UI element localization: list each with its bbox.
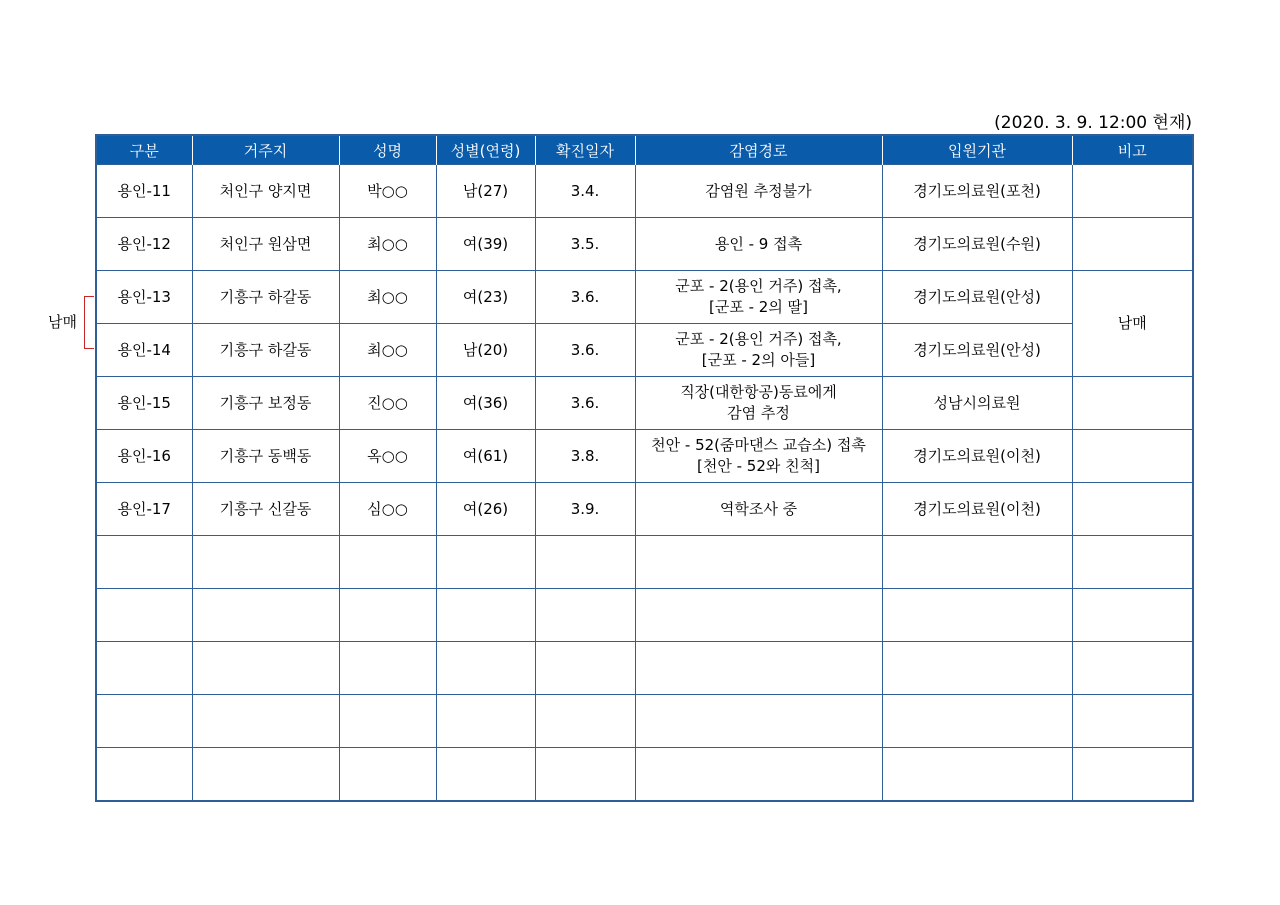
empty-cell xyxy=(1072,695,1193,748)
empty-cell xyxy=(436,642,535,695)
cell-infection-route xyxy=(635,165,882,218)
empty-cell xyxy=(635,589,882,642)
sibling-bracket xyxy=(84,296,94,349)
route-line: 직장(대한항공)동료에게 xyxy=(680,383,837,401)
cell-residence: 기흥구 보정동 xyxy=(192,377,339,430)
route-line: [군포 - 2의 딸] xyxy=(709,298,808,316)
patient-table xyxy=(95,134,1194,802)
table-row xyxy=(96,430,1193,483)
empty-cell xyxy=(436,695,535,748)
cell-name: 진○○ xyxy=(339,377,436,430)
cell-category: 용인-14 xyxy=(96,324,192,377)
cell-category: 용인-11 xyxy=(96,165,192,218)
header-note: 비고 xyxy=(1072,135,1193,165)
route-line: 감염 추정 xyxy=(727,404,790,422)
route-line: [군포 - 2의 아들] xyxy=(701,351,816,369)
cell-confirm-date: 3.6. xyxy=(535,271,635,324)
empty-cell xyxy=(96,642,192,695)
header-residence: 거주지 xyxy=(192,135,339,165)
cell-residence: 처인구 원삼면 xyxy=(192,218,339,271)
empty-cell xyxy=(1072,748,1193,802)
empty-cell xyxy=(635,642,882,695)
header-gender-age: 성별(연령) xyxy=(436,135,535,165)
empty-cell xyxy=(1072,642,1193,695)
cell-category: 용인-16 xyxy=(96,430,192,483)
cell-note xyxy=(1072,430,1193,483)
cell-infection-route xyxy=(635,271,882,324)
table-row xyxy=(96,324,1193,377)
cell-residence: 기흥구 하갈동 xyxy=(192,271,339,324)
empty-cell xyxy=(882,748,1072,802)
empty-row xyxy=(96,642,1193,695)
cell-confirm-date: 3.6. xyxy=(535,377,635,430)
cell-hospital: 경기도의료원(수원) xyxy=(882,218,1072,271)
route-line: [천안 - 52와 친척] xyxy=(697,457,820,475)
empty-cell xyxy=(635,536,882,589)
report-timestamp: (2020. 3. 9. 12:00 현재) xyxy=(994,113,1192,133)
cell-name: 박○○ xyxy=(339,165,436,218)
cell-residence: 처인구 양지면 xyxy=(192,165,339,218)
empty-cell xyxy=(192,695,339,748)
empty-row xyxy=(96,589,1193,642)
route-line: 천안 - 52(줌마댄스 교습소) 접촉 xyxy=(651,436,866,454)
route-line: 용인 - 9 접촉 xyxy=(714,234,803,253)
cell-hospital: 경기도의료원(이천) xyxy=(882,430,1072,483)
cell-name: 옥○○ xyxy=(339,430,436,483)
empty-cell xyxy=(535,642,635,695)
empty-cell xyxy=(339,695,436,748)
cell-confirm-date: 3.6. xyxy=(535,324,635,377)
header-confirm-date: 확진일자 xyxy=(535,135,635,165)
empty-cell xyxy=(535,589,635,642)
cell-note xyxy=(1072,483,1193,536)
route-line: 군포 - 2(용인 거주) 접촉, xyxy=(675,330,842,348)
empty-cell xyxy=(535,536,635,589)
table-row xyxy=(96,377,1193,430)
cell-name: 최○○ xyxy=(339,324,436,377)
header-infection-route: 감염경로 xyxy=(635,135,882,165)
empty-cell xyxy=(882,536,1072,589)
cell-note xyxy=(1072,218,1193,271)
cell-category: 용인-13 xyxy=(96,271,192,324)
cell-name: 심○○ xyxy=(339,483,436,536)
empty-cell xyxy=(96,536,192,589)
header-category: 구분 xyxy=(96,135,192,165)
table-row xyxy=(96,165,1193,218)
empty-cell xyxy=(192,642,339,695)
cell-gender-age: 여(23) xyxy=(436,271,535,324)
header-hospital: 입원기관 xyxy=(882,135,1072,165)
table-row xyxy=(96,218,1193,271)
empty-cell xyxy=(535,748,635,802)
cell-infection-route xyxy=(635,483,882,536)
cell-category: 용인-12 xyxy=(96,218,192,271)
empty-row xyxy=(96,748,1193,802)
sibling-side-label: 남매 xyxy=(48,313,77,331)
empty-cell xyxy=(339,589,436,642)
table-row xyxy=(96,483,1193,536)
cell-hospital: 경기도의료원(안성) xyxy=(882,324,1072,377)
empty-cell xyxy=(535,695,635,748)
empty-cell xyxy=(882,589,1072,642)
cell-hospital: 경기도의료원(안성) xyxy=(882,271,1072,324)
cell-hospital: 경기도의료원(포천) xyxy=(882,165,1072,218)
empty-cell xyxy=(192,589,339,642)
cell-infection-route xyxy=(635,430,882,483)
cell-residence: 기흥구 동백동 xyxy=(192,430,339,483)
route-line: 군포 - 2(용인 거주) 접촉, xyxy=(675,277,842,295)
cell-infection-route xyxy=(635,324,882,377)
cell-residence: 기흥구 신갈동 xyxy=(192,483,339,536)
cell-gender-age: 여(39) xyxy=(436,218,535,271)
cell-category: 용인-15 xyxy=(96,377,192,430)
cell-hospital: 성남시의료원 xyxy=(882,377,1072,430)
empty-cell xyxy=(1072,589,1193,642)
empty-cell xyxy=(436,589,535,642)
cell-gender-age: 남(20) xyxy=(436,324,535,377)
empty-cell xyxy=(96,748,192,802)
cell-confirm-date: 3.4. xyxy=(535,165,635,218)
cell-confirm-date: 3.5. xyxy=(535,218,635,271)
cell-gender-age: 남(27) xyxy=(436,165,535,218)
table-row xyxy=(96,271,1193,324)
cell-infection-route xyxy=(635,377,882,430)
table-header-row xyxy=(96,135,1193,165)
empty-cell xyxy=(635,695,882,748)
empty-cell xyxy=(882,642,1072,695)
cell-infection-route xyxy=(635,218,882,271)
cell-gender-age: 여(26) xyxy=(436,483,535,536)
route-line: 감염원 추정불가 xyxy=(705,181,812,200)
cell-category: 용인-17 xyxy=(96,483,192,536)
cell-hospital: 경기도의료원(이천) xyxy=(882,483,1072,536)
empty-row xyxy=(96,695,1193,748)
empty-cell xyxy=(339,642,436,695)
cell-confirm-date: 3.9. xyxy=(535,483,635,536)
empty-cell xyxy=(882,695,1072,748)
empty-cell xyxy=(635,748,882,802)
empty-cell xyxy=(96,589,192,642)
empty-cell xyxy=(436,536,535,589)
cell-gender-age: 여(61) xyxy=(436,430,535,483)
empty-cell xyxy=(1072,536,1193,589)
cell-note xyxy=(1072,377,1193,430)
empty-cell xyxy=(339,536,436,589)
route-line: 역학조사 중 xyxy=(719,499,798,518)
empty-cell xyxy=(339,748,436,802)
empty-cell xyxy=(436,748,535,802)
cell-note: 남매 xyxy=(1072,271,1193,377)
cell-confirm-date: 3.8. xyxy=(535,430,635,483)
cell-residence: 기흥구 하갈동 xyxy=(192,324,339,377)
cell-note xyxy=(1072,165,1193,218)
empty-cell xyxy=(192,536,339,589)
cell-gender-age: 여(36) xyxy=(436,377,535,430)
empty-cell xyxy=(192,748,339,802)
empty-row xyxy=(96,536,1193,589)
cell-name: 최○○ xyxy=(339,271,436,324)
cell-name: 최○○ xyxy=(339,218,436,271)
empty-cell xyxy=(96,695,192,748)
header-name: 성명 xyxy=(339,135,436,165)
